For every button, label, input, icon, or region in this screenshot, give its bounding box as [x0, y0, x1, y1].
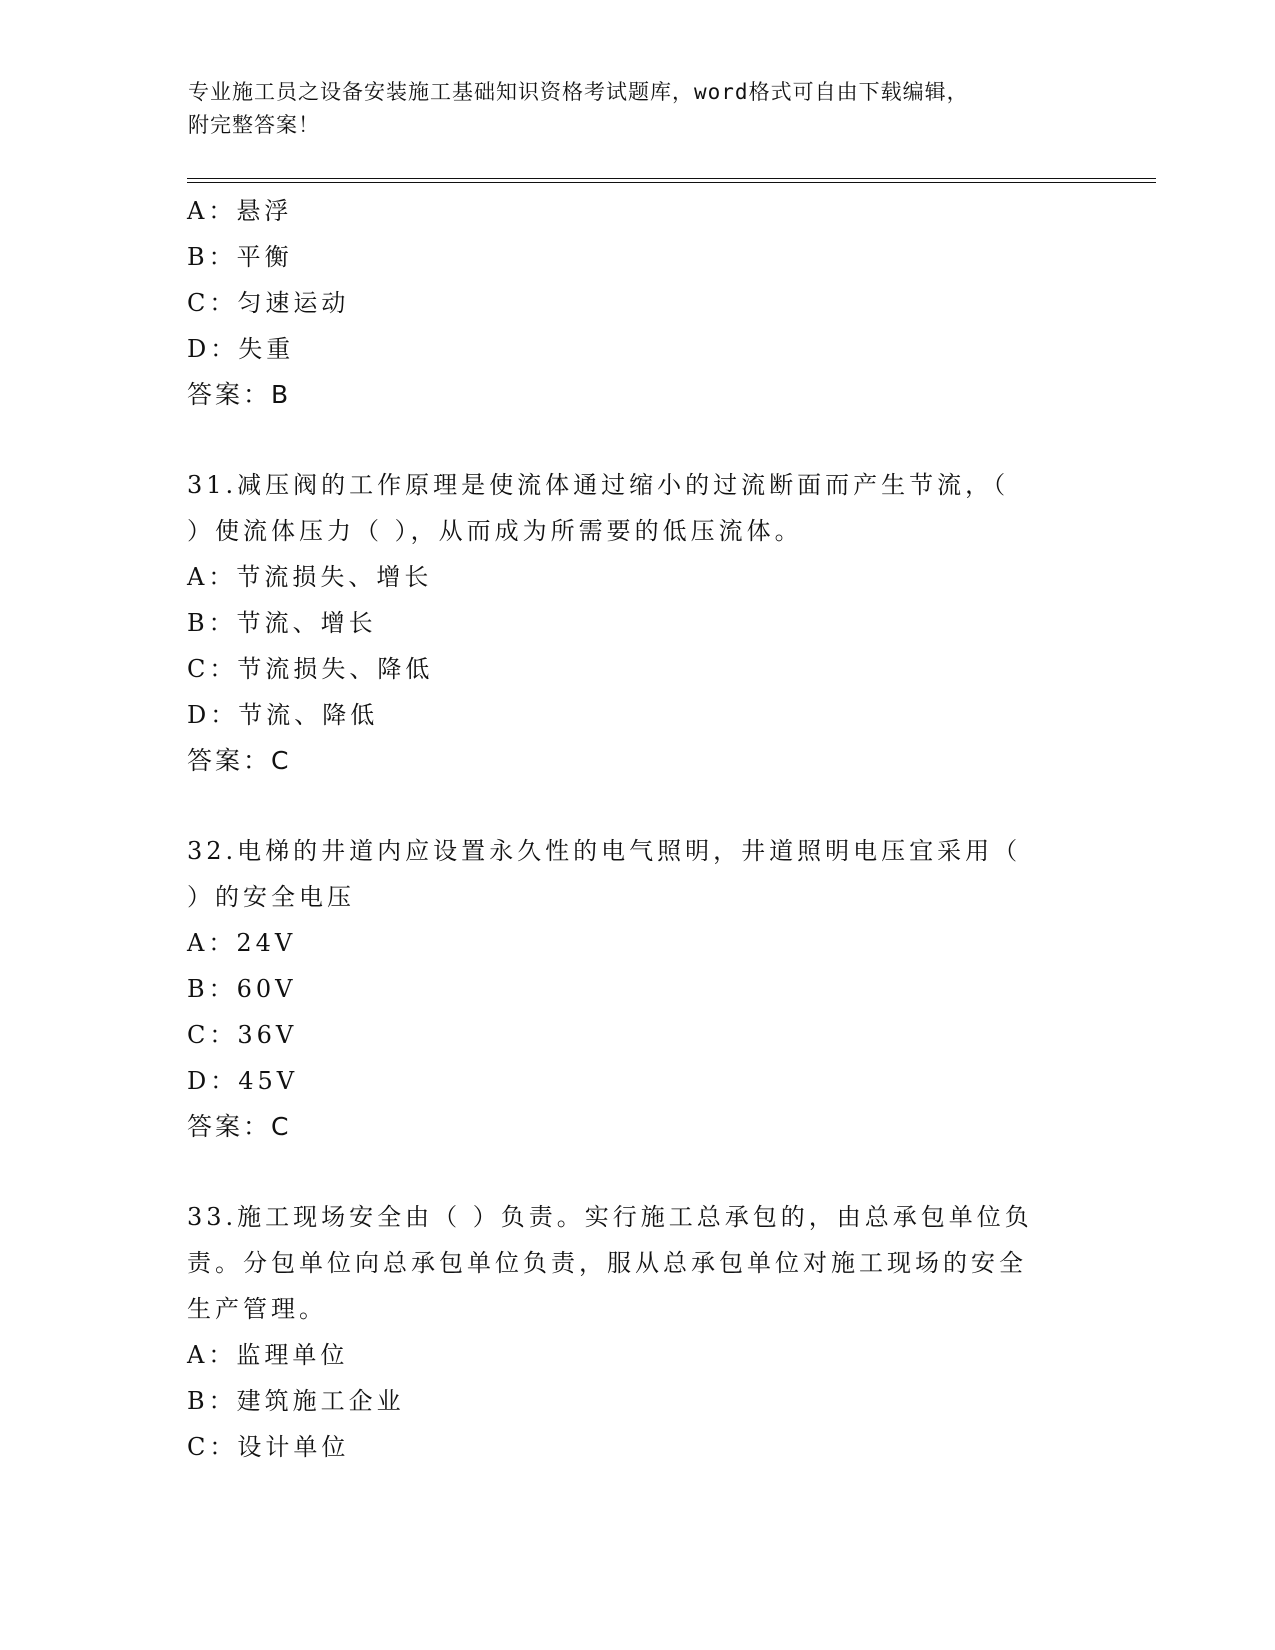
option-b: B：节流、增长: [187, 609, 377, 637]
option-c: C：设计单位: [187, 1433, 350, 1461]
answer-text: 答案：C: [187, 1112, 292, 1141]
option-a: A：悬浮: [187, 197, 293, 225]
question-stem-line-3: 生产管理。: [187, 1295, 327, 1323]
question-stem-line-2: 责。分包单位向总承包单位负责，服从总承包单位对施工现场的安全: [187, 1249, 1027, 1277]
question-stem-line-2: ）使流体压力（ ），从而成为所需要的低压流体。: [187, 517, 803, 545]
question-stem-line-2: ）的安全电压: [187, 883, 355, 911]
option-a: A：监理单位: [187, 1341, 349, 1369]
option-c: C：36V: [187, 1021, 298, 1049]
header-title-line-1: 专业施工员之设备安装施工基础知识资格考试题库，word格式可自由下载编辑，: [188, 80, 969, 104]
option-b: B：平衡: [187, 243, 293, 271]
answer-text: 答案：C: [187, 746, 292, 775]
document-header: [188, 76, 1088, 142]
question-stem-line-1: 33.施工现场安全由（ ）负责。实行施工总承包的，由总承包单位负: [187, 1203, 1033, 1231]
option-d: D：节流、降低: [187, 701, 379, 729]
option-a: A：24V: [187, 929, 297, 957]
option-c: C：匀速运动: [187, 289, 350, 317]
option-b: B：60V: [187, 975, 297, 1003]
question-stem-line-1: 31.减压阀的工作原理是使流体通过缩小的过流断面而产生节流，（: [187, 471, 1010, 499]
question-31: [187, 462, 1067, 784]
question-32: [187, 828, 1067, 1150]
header-title-line-2: 附完整答案！: [188, 113, 320, 137]
header-divider-bottom: [187, 182, 1156, 183]
question-30-continued: [187, 188, 1067, 418]
option-c: C：节流损失、降低: [187, 655, 434, 683]
option-d: D：45V: [187, 1067, 299, 1095]
header-divider-top: [187, 178, 1156, 179]
option-a: A：节流损失、增长: [187, 563, 433, 591]
question-stem-line-1: 32.电梯的井道内应设置永久性的电气照明，井道照明电压宜采用（: [187, 837, 1022, 865]
answer-text: 答案：B: [187, 380, 292, 409]
question-list: [187, 188, 1067, 1470]
option-d: D：失重: [187, 335, 295, 363]
question-33: [187, 1194, 1067, 1470]
option-b: B：建筑施工企业: [187, 1387, 405, 1415]
